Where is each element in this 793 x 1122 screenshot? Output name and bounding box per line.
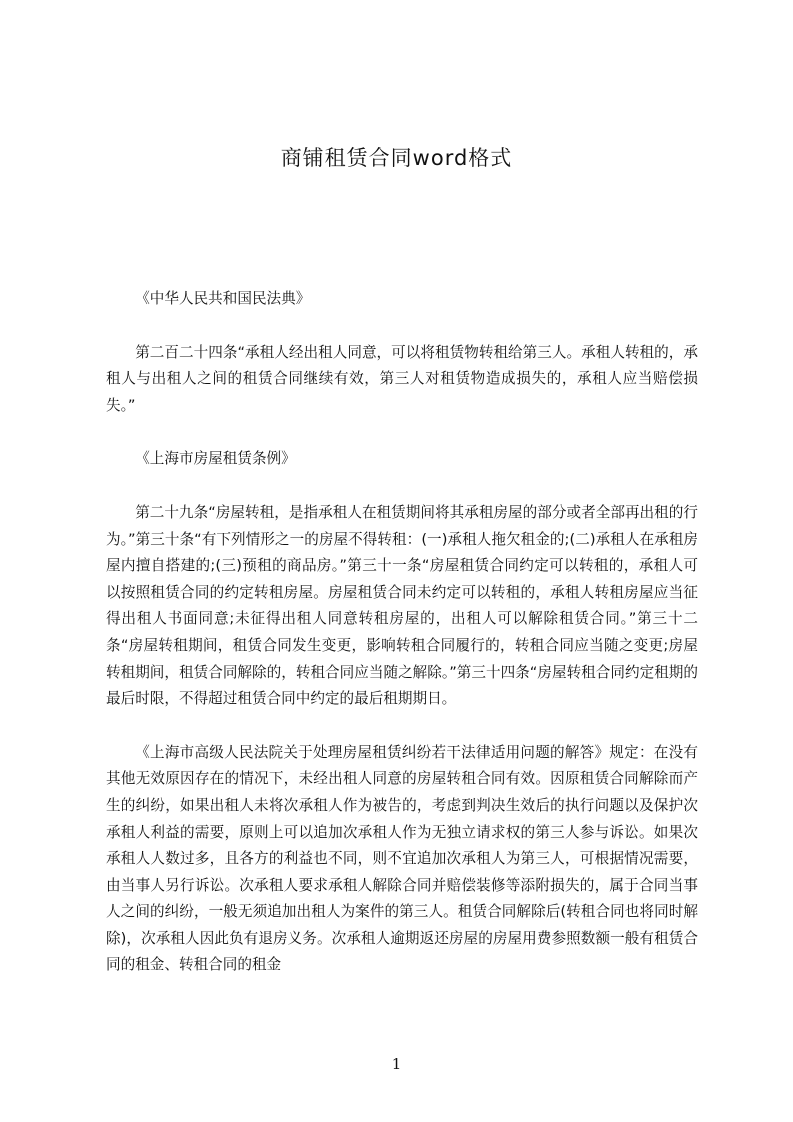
page-number: 1 [391, 1055, 402, 1073]
section-heading-civil-code: 《中华人民共和国民法典》 [135, 290, 311, 307]
section-body-court-answers: 《上海市高级人民法院关于处理房屋租赁纠纷若干法律适用问题的解答》规定：在没有其他无效原因存在的情况下，未经出租人同意的房屋转租合同有效。因原租赁合同解除而产生的纠纷，如果出租人未将次承租人作为被告的，考虑到判决生效后的执行问题以及保护次承租人利益的需要，原则上可以追加次承租人作为无独立请求权的第三人参与诉讼。如果次承租人人数过多，且各方的利益也不同，则不宜追加次承租人为第三人，可根据情况需要，由当事人另行诉讼。次承租人要求承租人解除合同并赔偿装修等添附损失的，属于合同当事人之间的纠纷，一般无须追加出租人为案件的第三人。租赁合同解除后(转租合同也将同时解除)，次承租人因此负有退房义务。次承租人逾期返还房屋的房屋用费参照数额一般有租赁合同的租金、转租合同的租金 [106, 743, 698, 974]
section-heading-shanghai-lease-regulation: 《上海市房屋租赁条例》 [135, 450, 296, 468]
document-body [106, 286, 698, 1006]
section-body-civil-code: 第二百二十四条“承租人经出租人同意，可以将租赁物转租给第三人。承租人转租的，承租人与出租人之间的租赁合同继续有效，第三人对租赁物造成损失的，承租人应当赔偿损失。” [106, 343, 698, 414]
document-title: 商铺租赁合同word格式 [280, 146, 513, 170]
section-body-shanghai-lease-regulation: 第二十九条“房屋转租，是指承租人在租赁期间将其承租房屋的部分或者全部再出租的行为。”第三十条“有下列情形之一的房屋不得转租：(一)承租人拖欠租金的;(二)承租人在承租房屋内擅自搭建的;(三)预租的商品房。”第三十一条“房屋租赁合同约定可以转租的，承租人可以按照租赁合同的约定转租房屋。房屋租赁合同未约定可以转租的，承租人转租房屋应当征得出租人书面同意;未征得出租人同意转租房屋的，出租人可以解除租赁合同。”第三十二条“房屋转租期间，租赁合同发生变更，影响转租合同履行的，转租合同应当随之变更;房屋转租期间，租赁合同解除的，转租合同应当随之解除。”第三十四条“房屋转租合同约定租期的最后时限，不得超过租赁合同中约定的最后租期期日。 [106, 503, 698, 708]
